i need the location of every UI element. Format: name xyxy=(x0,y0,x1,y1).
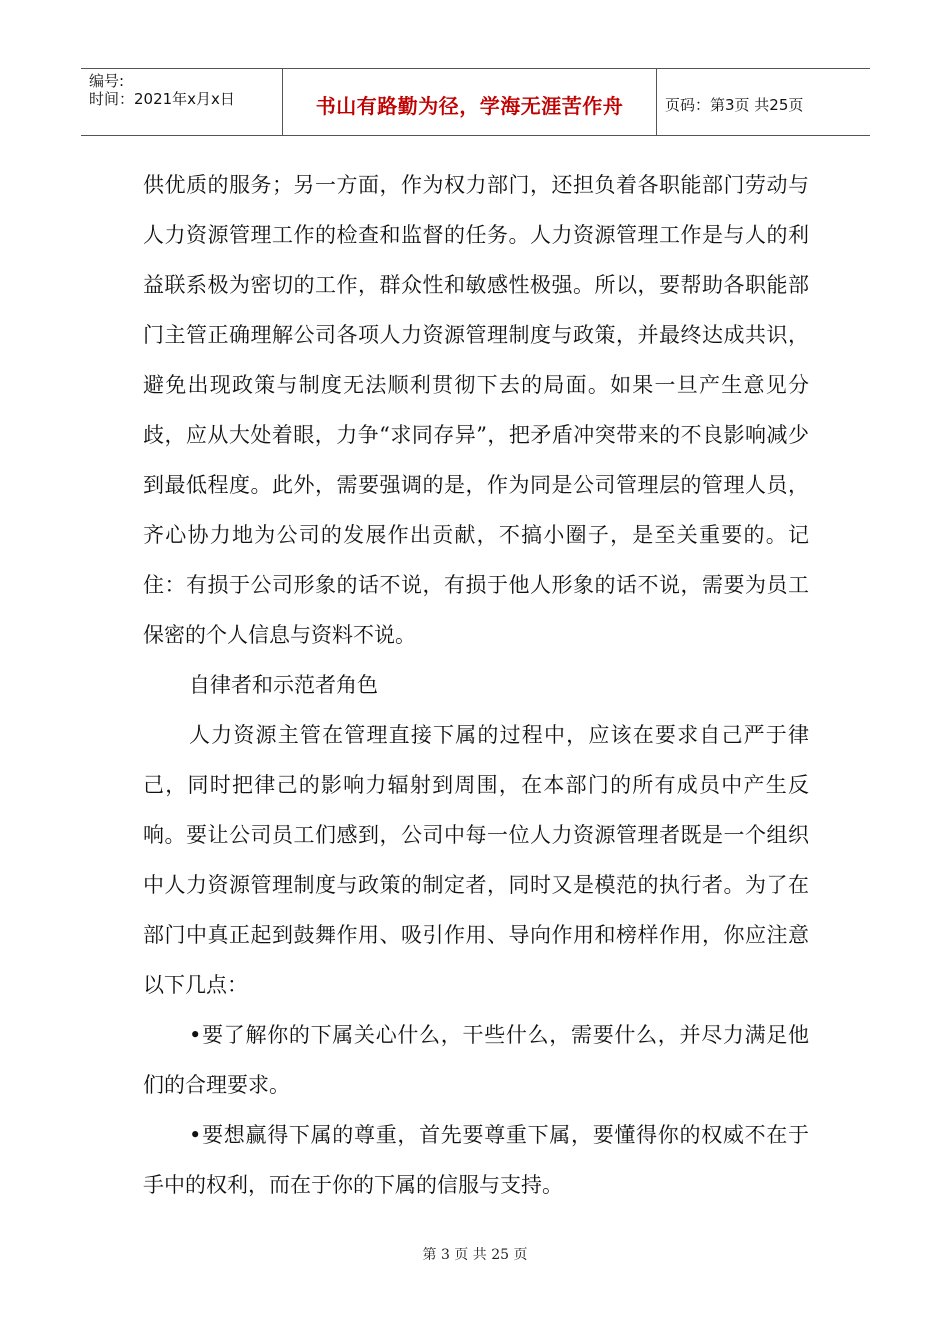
page-header xyxy=(81,68,870,136)
header-time-label: 时间：2021年x月x日 xyxy=(89,90,235,108)
header-number-label: 编号: xyxy=(89,72,125,90)
body-paragraph: 人力资源主管在管理直接下属的过程中，应该在要求自己严于律己，同时把律己的影响力辐射到周围，在本部门的所有成员中产生反响。要让公司员工们感到，公司中每一位人力资源管理者既是一个组织中人力资源管理制度与政策的制定者，同时又是模范的执行者。为了在部门中真正起到鼓舞作用、吸引作用、导向作用和榜样作用，你应注意以下几点： xyxy=(143,723,809,997)
header-page-label: 页码：第3页 共25页 xyxy=(665,95,804,114)
page-footer: 第 3 页 共 25 页 xyxy=(422,1247,528,1263)
body-paragraph: 供优质的服务；另一方面，作为权力部门，还担负着各职能部门劳动与人力资源管理工作的检查和监督的任务。人力资源管理工作是与人的利益联系极为密切的工作，群众性和敏感性极强。所以，要帮助各职能部门主管正确理解公司各项人力资源管理制度与政策，并最终达成共识，避免出现政策与制度无法顺利贯彻下去的局面。如果一旦产生意见分歧，应从大处着眼，力争“求同存异”，把矛盾冲突带来的不良影响减少到最低程度。此外，需要强调的是，作为同是公司管理层的管理人员，齐心协力地为公司的发展作出贡献，不搞小圈子，是至关重要的。记住：有损于公司形象的话不说，有损于他人形象的话不说，需要为员工保密的个人信息与资料不说。 xyxy=(143,173,809,647)
bullet-item: •要想赢得下属的尊重，首先要尊重下属，要懂得你的权威不在于手中的权利，而在于你的下属的信服与支持。 xyxy=(143,1123,809,1197)
section-heading: 自律者和示范者角色 xyxy=(189,673,378,697)
header-meta-cell xyxy=(81,69,283,135)
bullet-item: •要了解你的下属关心什么，干些什么，需要什么，并尽力满足他们的合理要求。 xyxy=(143,1023,809,1097)
document-body xyxy=(143,160,809,1210)
header-motto: 书山有路勤为径，学海无涯苦作舟 xyxy=(283,69,657,135)
